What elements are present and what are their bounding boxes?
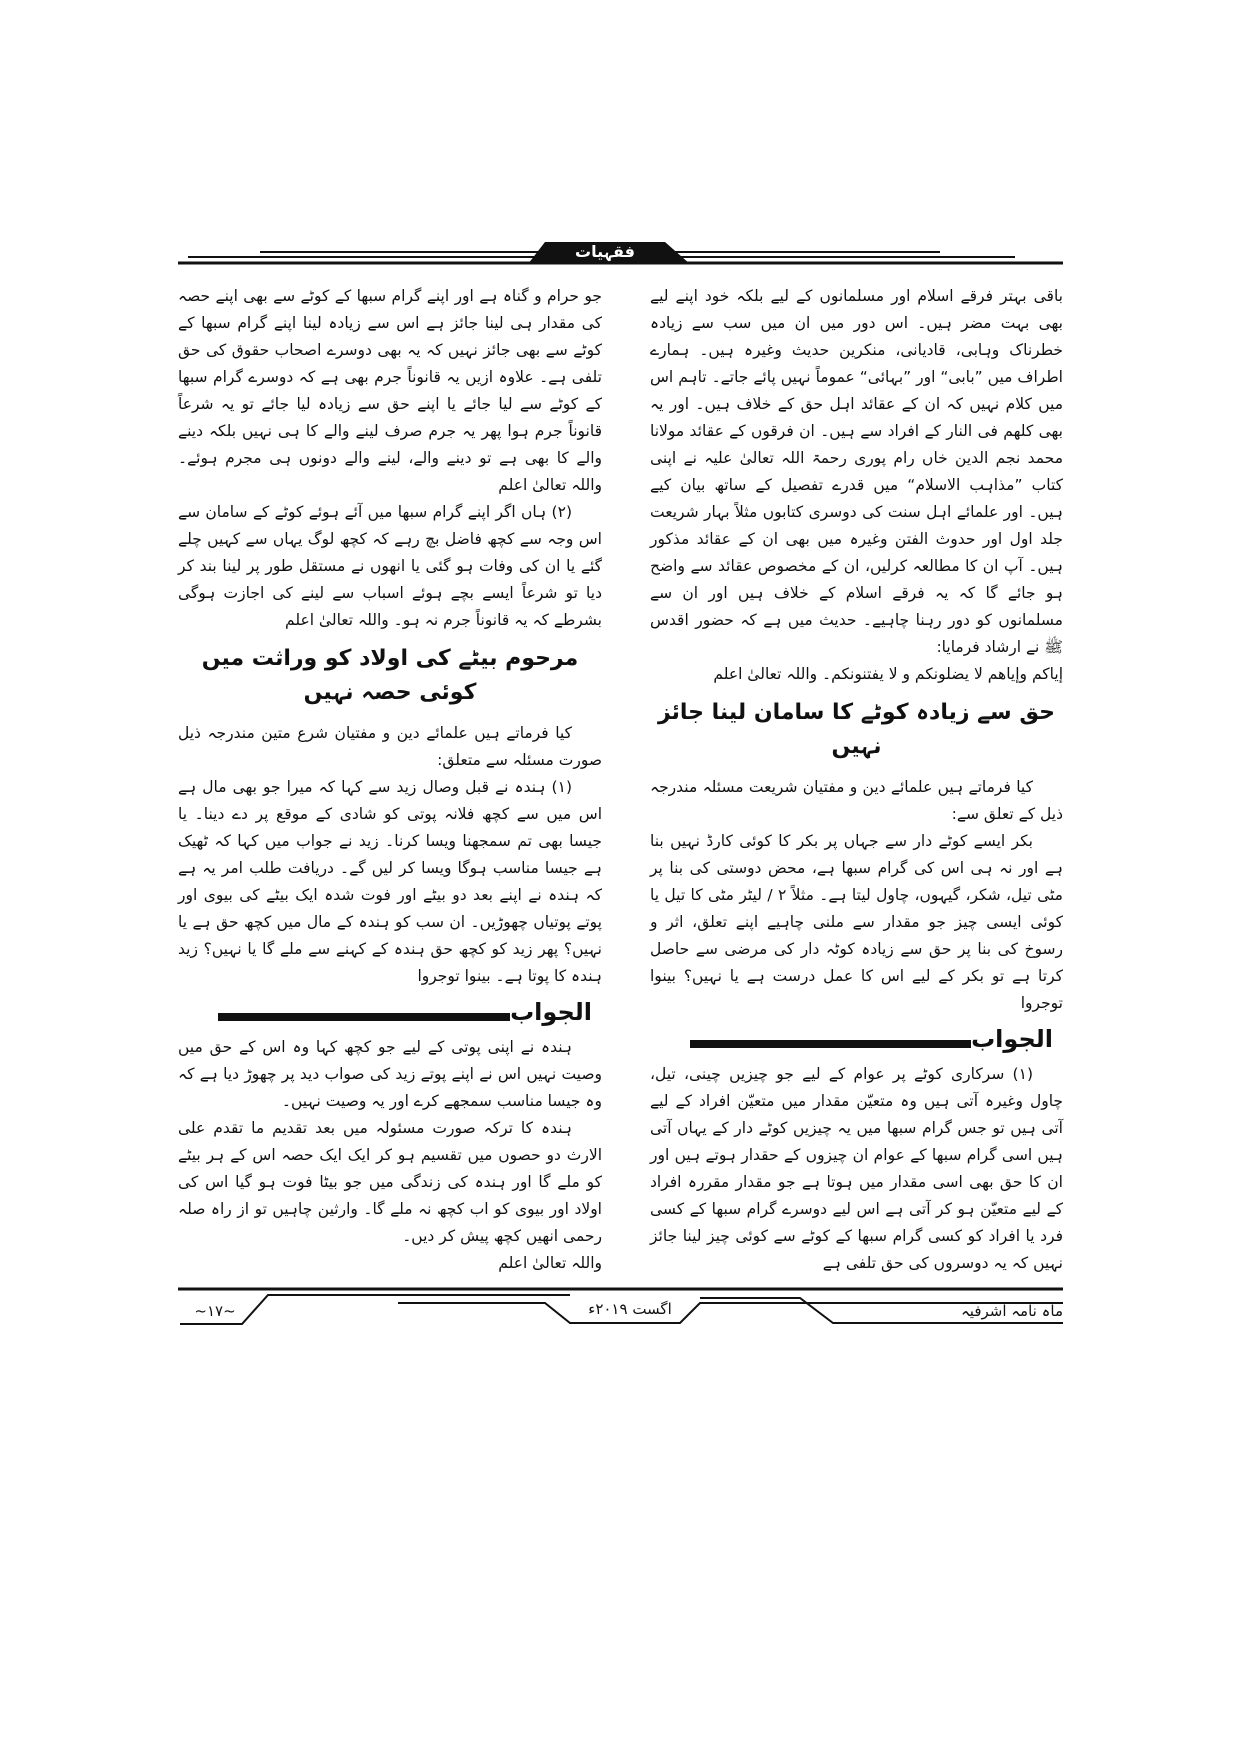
answer-underline (218, 1013, 510, 1021)
article-heading-quota: حق سے زیادہ کوٹے کا سامان لینا جائز نہیں (657, 700, 1056, 759)
page-header (0, 0, 1240, 283)
hadith-text: إیاکم وإیاھم لا یضلونکم و لا یفتنونکم۔ واللہ تعالیٰ اعلم (713, 665, 1063, 683)
section-title: فقہیات (575, 242, 635, 261)
page-footer (0, 1287, 1240, 1347)
closing-formula: واللہ تعالیٰ اعلم (498, 1254, 602, 1272)
question-intro: کیا فرماتے ہیں علمائے دین و مفتیان شرع متین مندرجہ ذیل صورت مسئلہ سے متعلق: (178, 724, 602, 769)
page-number: ~۱۷~ (194, 1302, 236, 1320)
answer-label-text: الجواب (971, 1025, 1053, 1053)
point-two: (۲) ہاں اگر اپنے گرام سبھا میں آئے ہوئے کوٹے کے سامان سے اس وجہ سے کچھ فاضل بچ رہے کہ کچھ لوگ یہاں سے کہیں چلے گئے یا ان کی وفات ہو گئی یا انھوں نے مستقل طور پر لینا بند کر دیا تو شرعاً ایسے بچے ہوئے اسباب سے لینے کی اجازت ہوگی بشرطے کہ یہ قانوناً جرم نہ ہو۔ واللہ تعالیٰ اعلم (178, 503, 602, 629)
question-text: (۱) ہندہ نے قبل وصال زید سے کہا کہ میرا جو بھی مال ہے اس میں سے کچھ فلانہ پوتی کو شادی کے موقع پر دے دینا۔ یا جیسا بھی تم سمجھنا ویسا کرنا۔ زید نے جواب میں کہا کہ ٹھیک ہے جیسا مناسب ہوگا ویسا کر لیں گے۔ دریافت طلب امر یہ ہے کہ ہندہ نے اپنے بعد دو بیٹے اور فوت شدہ ایک بیٹے کی بیوی اور پوتے پوتیاں چھوڑیں۔ ان سب کو ہندہ کے مال میں کچھ حق ہے یا نہیں؟ پھر زید کو کچھ حق ہندہ کے کہنے سے ملے گا یا نہیں؟ زید ہندہ کا پوتا ہے۔ بینوا توجروا (178, 778, 602, 985)
answer-label-inheritance (218, 996, 592, 1028)
answer-paragraph-1: ہندہ نے اپنی پوتی کے لیے جو کچھ کہا وہ اس کے حق میں وصیت نہیں اس نے اپنے پوتے زید کی صواب دید پر چھوڑ دیا ہے کہ وہ جیسا مناسب سمجھے کرے اور یہ وصیت نہیں۔ (178, 1038, 602, 1110)
answer-paragraph-2: ہندہ کا ترکہ صورت مسئولہ میں بعد تقدیم ما تقدم علی الارث دو حصوں میں تقسیم ہو کر ایک ایک حصہ اس کے ہر بیٹے کو ملے گا اور ہندہ کی زندگی میں جو بیٹا فوت ہو گیا اس کی اولاد اور بیوی کو اب کچھ نہ ملے گا۔ وارثین چاہیں تو از راہ صلہ رحمی انھیں کچھ پیش کر دیں۔ (178, 1119, 602, 1245)
answer-text: (۱) سرکاری کوٹے پر عوام کے لیے جو چیزیں چینی، تیل، چاول وغیرہ آتی ہیں وہ متعیّن مقدار میں متعیّن افراد کے لیے آتی ہیں تو جس گرام سبھا میں یہ چیزیں کوٹے دار کے یہاں آتی ہیں اسی گرام سبھا کے عوام ان چیزوں کے حقدار ہوتے ہیں اور ان کا حق بھی اسی مقدار میں ہوتا ہے جو مقدار مقررہ افراد کے لیے متعیّن ہو کر آتی ہے اس لیے دوسرے گرام سبھا کے کسی فرد یا افراد کو کسی گرام سبھا کے کوٹے سے کوئی چیز لینا جائز نہیں کہ یہ دوسروں کی حق تلفی ہے (650, 1065, 1063, 1272)
right-column (650, 283, 1063, 1277)
article-heading-inheritance: مرحوم بیٹے کی اولاد کو وراثت میں کوئی حصہ نہیں (201, 646, 579, 705)
answer-label-quota (690, 1023, 1053, 1055)
issue-date: اگست ۲۰۱۹ء (588, 1300, 672, 1318)
continued-paragraph: جو حرام و گناہ ہے اور اپنے گرام سبھا کے کوٹے سے بھی اپنے حصہ کی مقدار ہی لینا جائز ہے اس سے زیادہ لینا اپنے گرام سبھا کے کوٹے سے بھی جائز نہیں کہ یہ بھی دوسرے اصحاب حقوق کی حق تلفی ہے۔ علاوہ ازیں یہ قانوناً جرم بھی ہے کہ دوسرے گرام سبھا کے کوٹے سے لیا جائے یا اپنے حق سے زیادہ لیا جائے تو یہ شرعاً قانوناً جرم ہوا پھر یہ جرم صرف لینے والے کا ہی نہیں بلکہ دینے والے کا بھی ہے تو دینے والے، لینے والے دونوں ہی مجرم ہوئے۔ واللہ تعالیٰ اعلم (178, 287, 602, 494)
question-text: بکر ایسے کوٹے دار سے جہاں پر بکر کا کوئی کارڈ نہیں بنا ہے اور نہ ہی اس کی گرام سبھا ہے، محض دوستی کی بنا پر مٹی تیل، شکر، گیہوں، چاول لیتا ہے۔ مثلاً ۲ / لیٹر مٹی کا تیل یا کوئی ایسی چیز جو مقدار سے ملنی چاہیے اپنے تعلق، اثر و رسوخ کی بنا پر حق سے زیادہ کوٹہ دار کی مرضی سے حاصل کرتا ہے تو بکر کے لیے اس کا عمل درست ہے یا نہیں؟ بینوا توجروا (650, 832, 1063, 1012)
answer-underline (690, 1040, 971, 1048)
left-column (178, 283, 602, 1277)
question-intro: کیا فرماتے ہیں علمائے دین و مفتیان شریعت مسئلہ مندرجہ ذیل کے تعلق سے: (650, 778, 1063, 823)
magazine-name: ماہ نامہ اشرفیہ (961, 1302, 1063, 1320)
page-columns (178, 283, 1063, 1277)
answer-label-text: الجواب (510, 998, 592, 1026)
intro-paragraph: باقی بہتر فرقے اسلام اور مسلمانوں کے لیے بلکہ خود اپنے لیے بھی بہت مضر ہیں۔ اس دور میں ان میں سب سے زیادہ خطرناک وہابی، قادیانی، منکرین حدیث وغیرہ ہیں۔ ہمارے اطراف میں ”بابی“ اور ”بہائی“ عموماً نہیں پائے جاتے۔ تاہم اس میں کلام نہیں کہ ان کے عقائد اہل حق کے خلاف ہیں۔ اور یہ بھی کلھم فی النار کے افراد سے ہیں۔ ان فرقوں کے عقائد مولانا محمد نجم الدین خاں رام پوری رحمۃ اللہ تعالیٰ علیہ نے اپنی کتاب ”مذاہب الاسلام“ میں قدرے تفصیل کے ساتھ بیان کیے ہیں۔ اور علمائے اہل سنت کی دوسری کتابوں مثلاً بہار شریعت جلد اول اور حدوث الفتن وغیرہ میں بھی ان کے عقائد مذکور ہیں۔ آپ ان کا مطالعہ کرلیں، ان کے مخصوص عقائد سے واضح ہو جائے گا کہ یہ فرقے اسلام کے خلاف ہیں اور ان سے مسلمانوں کو دور رہنا چاہیے۔ حدیث میں ہے کہ حضور اقدس ﷺ نے ارشاد فرمایا: (650, 287, 1063, 656)
